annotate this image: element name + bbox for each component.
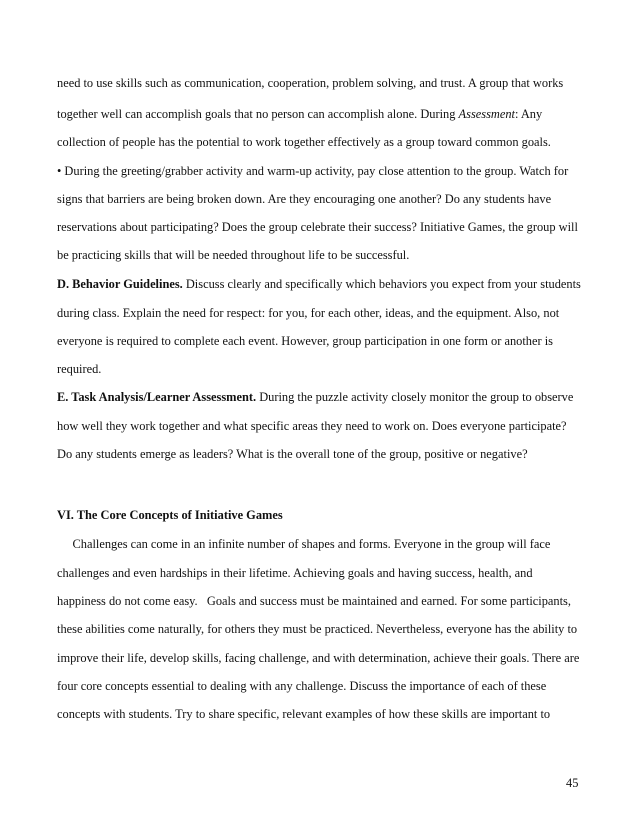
body-line: Challenges can come in an infinite number of shapes and forms. Everyone in the group will face	[57, 537, 551, 551]
body-line: together well can accomplish goals that no person can accomplish alone. During Assessment: Any	[57, 107, 543, 121]
body-line: need to use skills such as communication, cooperation, problem solving, and trust. A group that works	[57, 76, 564, 90]
body-line: signs that barriers are being broken down. Are they encouraging one another? Do any students have	[57, 192, 552, 206]
body-line: happiness do not come easy. Goals and success must be maintained and earned. For some participants,	[57, 594, 571, 608]
body-line: challenges and even hardships in their lifetime. Achieving goals and having success, health, and	[57, 566, 533, 580]
body-line: reservations about participating? Does the group celebrate their success? Initiative Games, the group will	[57, 220, 578, 234]
section-vi-heading: VI. The Core Concepts of Initiative Games	[57, 508, 283, 522]
body-line: how well they work together and what specific areas they need to work on. Does everyone participate?	[57, 419, 567, 433]
body-line: Do any students emerge as leaders? What is the overall tone of the group, positive or negative?	[57, 447, 528, 461]
body-line: these abilities come naturally, for others they must be practiced. Nevertheless, everyone has the ability to	[57, 622, 578, 636]
body-line: during class. Explain the need for respect: for you, for each other, ideas, and the equipment. Also, not	[57, 306, 560, 320]
body-line: everyone is required to complete each event. However, group participation in one form or another is	[57, 334, 553, 348]
body-line: four core concepts essential to dealing with any challenge. Discuss the importance of each of these	[57, 679, 547, 693]
body-line: required.	[57, 362, 102, 376]
body-line: concepts with students. Try to share specific, relevant examples of how these skills are important to	[57, 707, 551, 721]
page-number: 45	[566, 776, 579, 790]
section-d-heading-line: D. Behavior Guidelines. Discuss clearly and specifically which behaviors you expect from your students	[57, 277, 581, 291]
body-line: collection of people has the potential to work together effectively as a group toward common goals.	[57, 135, 551, 149]
body-line: improve their life, develop skills, facing challenge, and with determination, achieve their goals. There are	[57, 651, 580, 665]
bullet-line: • During the greeting/grabber activity and warm-up activity, pay close attention to the group. Watch for	[57, 164, 569, 178]
section-e-heading-line: E. Task Analysis/Learner Assessment. During the puzzle activity closely monitor the group to observe	[57, 390, 574, 404]
body-line: be practicing skills that will be needed throughout life to be successful.	[57, 248, 410, 262]
